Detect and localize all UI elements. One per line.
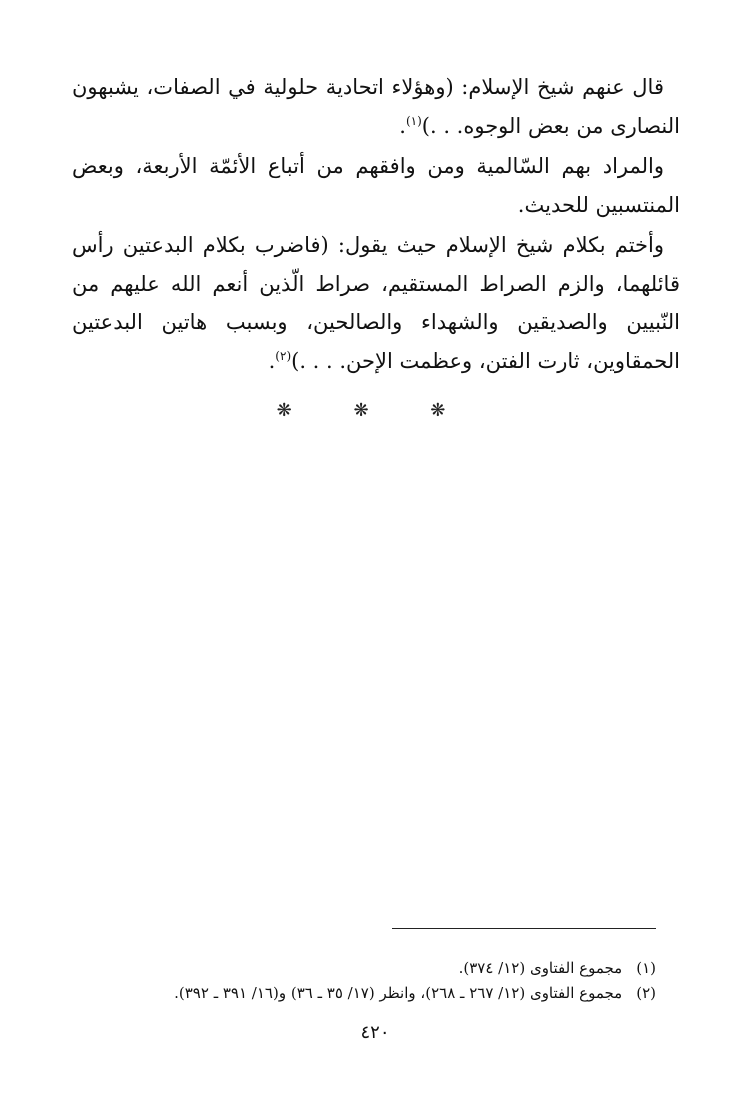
footnote-ref-1[interactable]: (١) xyxy=(405,113,422,128)
footnote-ref-2[interactable]: (٢) xyxy=(275,348,292,363)
paragraph-1-text: قال عنهم شيخ الإسلام: (وهؤلاء اتحادية حلولية في الصفات، يشبهون النصارى من بعض الوجوه. . .) xyxy=(72,75,680,138)
footnote-1 xyxy=(100,956,656,981)
footnote-1-number: (١) xyxy=(636,959,656,977)
footnote-divider xyxy=(392,928,656,929)
paragraph-3 xyxy=(72,226,680,380)
main-text xyxy=(72,68,680,380)
paragraph-1-end: . xyxy=(399,113,406,138)
paragraph-3-end: . xyxy=(268,348,276,373)
paragraph-1 xyxy=(72,68,680,145)
footnote-1-text: مجموع الفتاوى (١٢/ ٣٧٤). xyxy=(458,959,623,977)
footnote-2-text: مجموع الفتاوى (١٢/ ٢٦٧ ـ ٢٦٨)، وانظر (١٧/ ٣٥ ـ ٣٦) و(١٦/ ٣٩١ ـ ٣٩٢). xyxy=(174,984,623,1002)
footnotes xyxy=(100,956,656,1006)
paragraph-2-text: والمراد بهم السّالمية ومن وافقهم من أتباع الأئمّة الأربعة، وبعض المنتسبين للحديث xyxy=(72,154,680,217)
page-number: ٤٢٠ xyxy=(360,1022,390,1043)
section-separator: ❋ ❋ ❋ xyxy=(276,400,474,421)
footnote-2-number: (٢) xyxy=(636,984,656,1002)
paragraph-2-end: . xyxy=(517,192,525,217)
paragraph-3-text: وأختم بكلام شيخ الإسلام حيث يقول: (فاضرب بكلام البدعتين رأس قائلهما، والزم الصراط المستقيم، صراط الّذين أنعم الله عليهم من النّبيين والصديقين والشهداء والصالحين، وبسبب هاتين البدعتين الحمقاوين، ثارت الفتن، وعظمت الإحن. . . .) xyxy=(72,233,680,373)
footnote-2 xyxy=(100,981,656,1006)
paragraph-2 xyxy=(72,147,680,224)
